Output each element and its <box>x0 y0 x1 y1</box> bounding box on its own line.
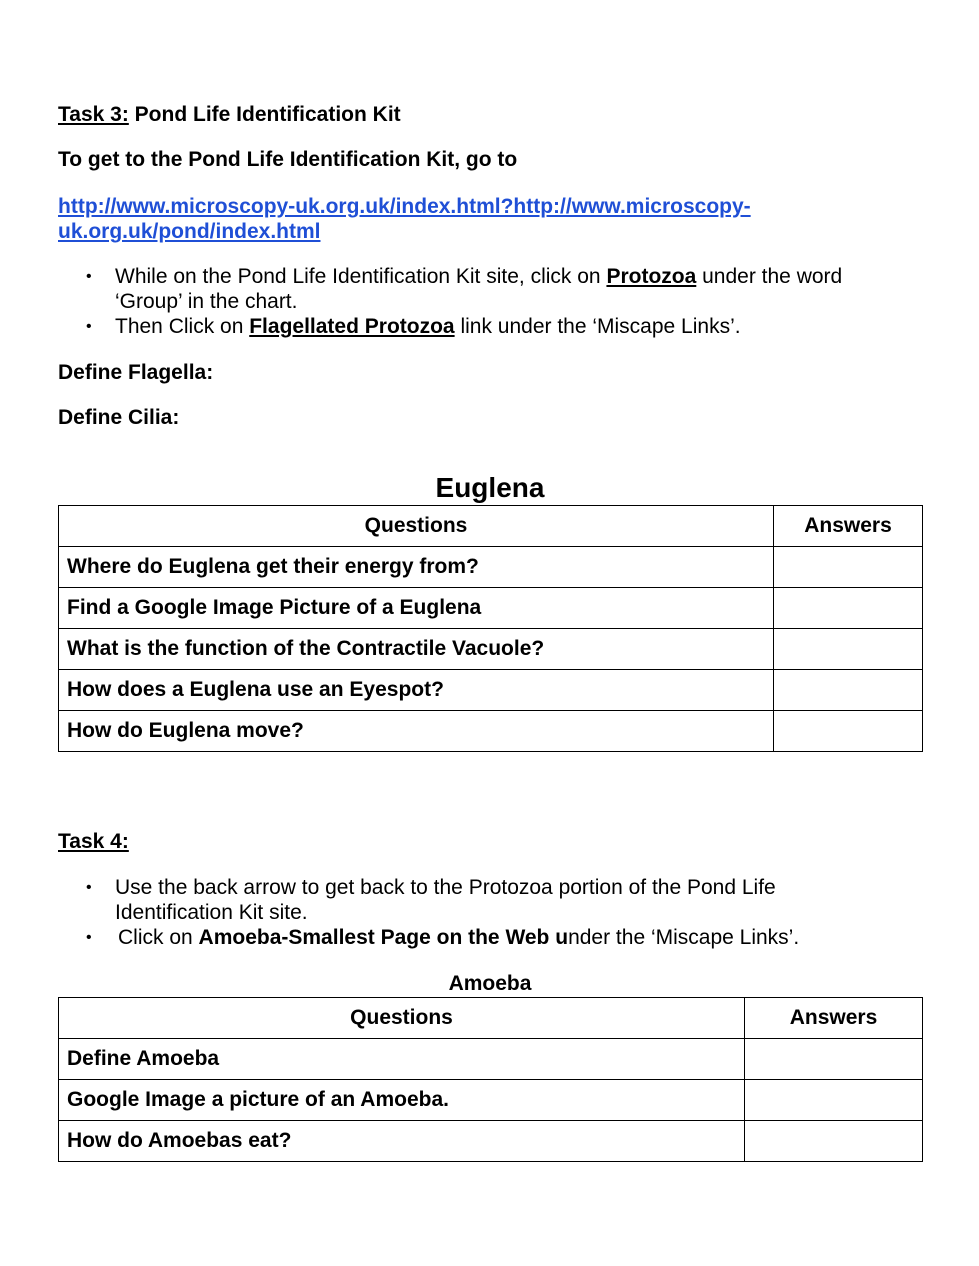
bullet-icon: • <box>86 879 92 896</box>
answer-cell[interactable] <box>774 670 923 711</box>
task4-bullet-1 <box>58 875 938 925</box>
table-row <box>59 547 923 588</box>
bullet-text: Identification Kit site. <box>115 901 308 924</box>
answer-cell[interactable] <box>774 711 923 752</box>
pond-life-url-link[interactable] <box>58 194 878 244</box>
answers-header: Answers <box>745 998 923 1039</box>
url-line-2: uk.org.uk/pond/index.html <box>58 220 321 243</box>
question-cell: Define Amoeba <box>59 1039 745 1080</box>
task4-bullet-list <box>58 875 938 950</box>
task3-bullet-1 <box>58 264 938 314</box>
question-cell: What is the function of the Contractile Vacuole? <box>59 629 774 670</box>
bullet-icon: • <box>86 929 92 946</box>
table-row <box>59 588 923 629</box>
bullet-text: ‘Group’ in the chart. <box>115 290 298 313</box>
answer-cell[interactable] <box>774 629 923 670</box>
bullet-text: nder the ‘Miscape Links’. <box>568 926 800 949</box>
task3-label: Task 3: <box>58 103 129 126</box>
define-flagella: Define Flagella: <box>58 361 214 384</box>
question-cell: How do Euglena move? <box>59 711 774 752</box>
task3-instruction: To get to the Pond Life Identification Kit, go to <box>58 148 518 171</box>
task4-label: Task 4: <box>58 830 129 853</box>
euglena-table <box>58 505 923 752</box>
task3-bullet-list <box>58 264 938 339</box>
bullet-text: Use the back arrow to get back to the Protozoa portion of the Pond Life <box>115 876 776 899</box>
table-row <box>59 670 923 711</box>
bullet-text: under the word <box>696 265 843 288</box>
answer-cell[interactable] <box>745 1121 923 1162</box>
answer-cell[interactable] <box>745 1080 923 1121</box>
amoeba-title: Amoeba <box>448 972 532 995</box>
table-row <box>59 629 923 670</box>
answer-cell[interactable] <box>774 588 923 629</box>
answer-cell[interactable] <box>745 1039 923 1080</box>
questions-header: Questions <box>59 998 745 1039</box>
table-row <box>59 1121 923 1162</box>
question-cell: How do Amoebas eat? <box>59 1121 745 1162</box>
answer-cell[interactable] <box>774 547 923 588</box>
table-row <box>59 711 923 752</box>
define-cilia: Define Cilia: <box>58 406 180 429</box>
task3-title: Pond Life Identification Kit <box>134 103 401 126</box>
flagellated-protozoa-link[interactable]: Flagellated Protozoa <box>249 315 455 338</box>
euglena-title: Euglena <box>435 472 545 503</box>
bullet-text: Click on <box>118 926 199 949</box>
bullet-text: link under the ‘Miscape Links’. <box>454 315 741 338</box>
amoeba-page-link[interactable]: Amoeba-Smallest Page on the Web u <box>198 926 569 949</box>
bullet-icon: • <box>86 318 92 335</box>
amoeba-table <box>58 997 923 1162</box>
question-cell: Google Image a picture of an Amoeba. <box>59 1080 745 1121</box>
task3-heading <box>58 103 401 127</box>
table-header-row <box>59 998 923 1039</box>
protozoa-link[interactable]: Protozoa <box>606 265 697 288</box>
table-header-row <box>59 506 923 547</box>
task4-bullet-2 <box>58 925 938 950</box>
table-row <box>59 1039 923 1080</box>
question-cell: Where do Euglena get their energy from? <box>59 547 774 588</box>
bullet-text: Then Click on <box>115 315 250 338</box>
url-line-1: http://www.microscopy-uk.org.uk/index.html?http://www.microscopy- <box>58 195 751 218</box>
question-cell: Find a Google Image Picture of a Euglena <box>59 588 774 629</box>
answers-header: Answers <box>774 506 923 547</box>
bullet-text: While on the Pond Life Identification Kit site, click on <box>115 265 607 288</box>
questions-header: Questions <box>59 506 774 547</box>
bullet-icon: • <box>86 268 92 285</box>
table-row <box>59 1080 923 1121</box>
question-cell: How does a Euglena use an Eyespot? <box>59 670 774 711</box>
task3-bullet-2 <box>58 314 938 339</box>
